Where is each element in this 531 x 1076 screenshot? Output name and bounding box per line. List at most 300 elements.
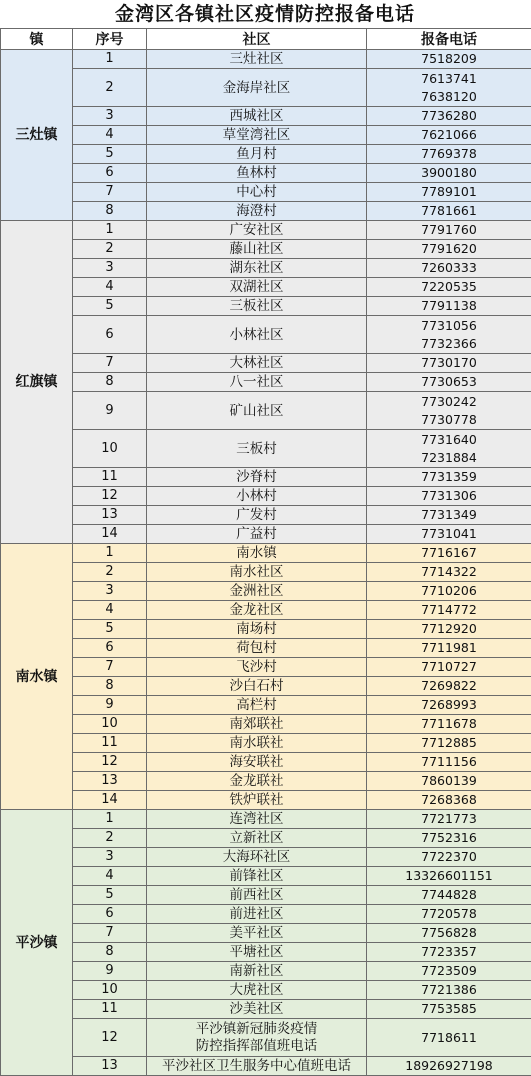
row-number: 8 [73,677,147,696]
row-number: 5 [73,145,147,164]
phone-line: 7730778 [367,411,531,429]
table-row [1,582,531,601]
community-line: 矿山社区 [147,402,366,420]
phone-number [367,544,531,563]
table-row [1,696,531,715]
community-line: 大虎社区 [147,981,366,999]
row-number: 4 [73,278,147,297]
table-row [1,1057,531,1076]
row-number: 2 [73,829,147,848]
phone-number [367,905,531,924]
phone-number [367,126,531,145]
phone-number [367,620,531,639]
community-line: 广发村 [147,506,366,524]
row-number: 7 [73,658,147,677]
phone-number [367,50,531,69]
community-name [147,164,367,183]
phone-number [367,791,531,810]
row-number: 10 [73,981,147,1000]
community-name [147,962,367,981]
table-row [1,981,531,1000]
table-row [1,905,531,924]
community-name [147,753,367,772]
phone-number [367,259,531,278]
phone-line: 7730653 [367,373,531,391]
table-body [1,50,531,1076]
row-number: 12 [73,753,147,772]
community-line: 美平社区 [147,924,366,942]
community-line: 海澄村 [147,202,366,220]
community-line: 平塘社区 [147,943,366,961]
community-line: 广益村 [147,525,366,543]
table-row [1,620,531,639]
table-row [1,829,531,848]
table-row [1,316,531,354]
row-number: 2 [73,69,147,107]
community-name [147,715,367,734]
phone-line: 3900180 [367,164,531,182]
phone-number [367,468,531,487]
community-line: 大海环社区 [147,848,366,866]
header-no: 序号 [73,29,147,50]
table-row [1,126,531,145]
row-number: 3 [73,259,147,278]
row-number: 6 [73,905,147,924]
community-line: 前西社区 [147,886,366,904]
table-row [1,753,531,772]
row-number: 1 [73,221,147,240]
phone-line: 7721773 [367,810,531,828]
row-number: 8 [73,943,147,962]
phone-line: 7791760 [367,221,531,239]
phone-line: 7716167 [367,544,531,562]
table-row [1,278,531,297]
phone-number [367,1000,531,1019]
community-line: 荷包村 [147,639,366,657]
row-number: 8 [73,202,147,221]
phone-line: 7718611 [367,1029,531,1047]
table-row [1,924,531,943]
community-line: 沙美社区 [147,1000,366,1018]
table-row [1,772,531,791]
phone-number [367,221,531,240]
phone-number [367,696,531,715]
table-row [1,183,531,202]
community-line: 防控指挥部值班电话 [147,1038,366,1055]
community-line: 沙脊村 [147,468,366,486]
community-name [147,810,367,829]
community-name [147,297,367,316]
phone-line: 7714322 [367,563,531,581]
phone-line: 7723509 [367,962,531,980]
table-row [1,506,531,525]
table-row [1,810,531,829]
phone-number [367,962,531,981]
community-line: 高栏村 [147,696,366,714]
community-line: 湖东社区 [147,259,366,277]
row-number: 3 [73,582,147,601]
community-name [147,848,367,867]
header-row [1,29,531,50]
community-name [147,601,367,620]
community-name [147,563,367,582]
phone-line: 7860139 [367,772,531,790]
community-name [147,1019,367,1057]
phone-number [367,753,531,772]
table-row [1,1019,531,1057]
phone-number [367,601,531,620]
phone-line: 7736280 [367,107,531,125]
phone-number [367,202,531,221]
phone-number [367,1019,531,1057]
community-line: 飞沙村 [147,658,366,676]
community-line: 三板村 [147,440,366,458]
phone-line: 7638120 [367,88,531,106]
phone-line: 7269822 [367,677,531,695]
phone-line: 7712920 [367,620,531,638]
table-row [1,430,531,468]
community-name [147,430,367,468]
row-number: 3 [73,107,147,126]
row-number: 6 [73,316,147,354]
phone-line: 7711156 [367,753,531,771]
table-row [1,848,531,867]
phone-number [367,829,531,848]
community-name [147,886,367,905]
phone-line: 7756828 [367,924,531,942]
row-number: 7 [73,183,147,202]
phone-line: 7613741 [367,70,531,88]
phone-number [367,297,531,316]
header-phone: 报备电话 [367,29,531,50]
phone-line: 7720578 [367,905,531,923]
community-name [147,506,367,525]
community-name [147,772,367,791]
table-row [1,639,531,658]
table-row [1,791,531,810]
row-number: 10 [73,430,147,468]
row-number: 14 [73,791,147,810]
community-line: 西城社区 [147,107,366,125]
community-name [147,259,367,278]
phone-line: 7730170 [367,354,531,372]
community-line: 小林村 [147,487,366,505]
row-number: 13 [73,772,147,791]
phone-line: 7769378 [367,145,531,163]
community-line: 八一社区 [147,373,366,391]
community-name [147,487,367,506]
community-name [147,126,367,145]
table-row [1,50,531,69]
table-row [1,715,531,734]
community-line: 双湖社区 [147,278,366,296]
phone-line: 7791620 [367,240,531,258]
community-name [147,677,367,696]
table-row [1,943,531,962]
phone-line: 7518209 [367,50,531,68]
phone-line: 7752316 [367,829,531,847]
row-number: 6 [73,639,147,658]
community-line: 南新社区 [147,962,366,980]
table-row [1,867,531,886]
community-line: 三板社区 [147,297,366,315]
community-line: 金龙联社 [147,772,366,790]
row-number: 2 [73,563,147,582]
phone-number [367,145,531,164]
community-name [147,221,367,240]
phone-line: 7714772 [367,601,531,619]
community-line: 鱼林村 [147,164,366,182]
community-line: 前锋社区 [147,867,366,885]
row-number: 10 [73,715,147,734]
phone-number [367,867,531,886]
row-number: 5 [73,886,147,905]
row-number: 12 [73,1019,147,1057]
table-row [1,145,531,164]
phone-number [367,810,531,829]
phone-line: 7730242 [367,393,531,411]
table-row [1,658,531,677]
row-number: 4 [73,126,147,145]
community-name [147,69,367,107]
town-cell: 三灶镇 [1,50,73,221]
table-row [1,107,531,126]
row-number: 12 [73,487,147,506]
table-row [1,1000,531,1019]
row-number: 6 [73,164,147,183]
community-name [147,1057,367,1076]
town-cell: 南水镇 [1,544,73,810]
phone-number [367,430,531,468]
row-number: 11 [73,468,147,487]
phone-line: 7268993 [367,696,531,714]
phone-number [367,392,531,430]
community-name [147,696,367,715]
table-row [1,734,531,753]
community-name [147,943,367,962]
community-line: 南郊联社 [147,715,366,733]
community-line: 海安联社 [147,753,366,771]
community-line: 小林社区 [147,326,366,344]
community-name [147,734,367,753]
phone-number [367,487,531,506]
table-row [1,544,531,563]
row-number: 11 [73,1000,147,1019]
table-row [1,240,531,259]
phone-number [367,943,531,962]
row-number: 1 [73,50,147,69]
community-line: 平沙镇新冠肺炎疫情 [147,1021,366,1038]
phone-number [367,658,531,677]
phone-line: 7753585 [367,1000,531,1018]
phone-line: 7268368 [367,791,531,809]
community-name [147,981,367,1000]
phone-number [367,582,531,601]
community-name [147,582,367,601]
community-line: 藤山社区 [147,240,366,258]
phone-number [367,715,531,734]
community-name [147,392,367,430]
row-number: 5 [73,297,147,316]
table-row [1,69,531,107]
phone-line: 7710727 [367,658,531,676]
phone-line: 7789101 [367,183,531,201]
phone-number [367,506,531,525]
phone-number [367,639,531,658]
phone-number [367,981,531,1000]
phone-line: 18926927198 [367,1057,531,1075]
row-number: 8 [73,373,147,392]
community-name [147,791,367,810]
town-cell: 平沙镇 [1,810,73,1076]
row-number: 4 [73,867,147,886]
community-name [147,525,367,544]
community-line: 立新社区 [147,829,366,847]
row-number: 13 [73,1057,147,1076]
row-number: 1 [73,544,147,563]
phone-number [367,373,531,392]
community-line: 草堂湾社区 [147,126,366,144]
phone-line: 7260333 [367,259,531,277]
community-name [147,829,367,848]
phone-line: 7781661 [367,202,531,220]
phone-line: 7711981 [367,639,531,657]
community-name [147,658,367,677]
community-line: 广安社区 [147,221,366,239]
community-line: 金龙社区 [147,601,366,619]
phone-line: 7220535 [367,278,531,296]
row-number: 13 [73,506,147,525]
phone-number [367,563,531,582]
phone-line: 7731041 [367,525,531,543]
town-cell: 红旗镇 [1,221,73,544]
community-line: 铁炉联社 [147,791,366,809]
community-name [147,867,367,886]
phone-number [367,240,531,259]
community-name [147,50,367,69]
row-number: 9 [73,392,147,430]
table-row [1,677,531,696]
table-row [1,354,531,373]
row-number: 5 [73,620,147,639]
phone-table [0,28,531,1076]
community-line: 三灶社区 [147,50,366,68]
community-line: 连湾社区 [147,810,366,828]
community-name [147,202,367,221]
phone-number [367,354,531,373]
community-name [147,924,367,943]
table-row [1,259,531,278]
community-line: 南水镇 [147,544,366,562]
community-name [147,278,367,297]
phone-number [367,525,531,544]
community-line: 南水社区 [147,563,366,581]
community-name [147,145,367,164]
phone-number [367,848,531,867]
community-name [147,468,367,487]
sheet-title: 金湾区各镇社区疫情防控报备电话 [0,0,530,28]
phone-number [367,316,531,354]
phone-line: 7731359 [367,468,531,486]
community-line: 鱼月村 [147,145,366,163]
phone-number [367,183,531,202]
community-name [147,620,367,639]
phone-line: 7732366 [367,335,531,353]
table-row [1,563,531,582]
row-number: 1 [73,810,147,829]
phone-line: 7731349 [367,506,531,524]
phone-line: 7731056 [367,317,531,335]
phone-line: 7791138 [367,297,531,315]
phone-number [367,734,531,753]
phone-number [367,886,531,905]
phone-number [367,772,531,791]
table-row [1,468,531,487]
row-number: 11 [73,734,147,753]
phone-line: 7712885 [367,734,531,752]
community-name [147,373,367,392]
community-line: 前进社区 [147,905,366,923]
table-row [1,962,531,981]
phone-number [367,164,531,183]
community-line: 平沙社区卫生服务中心值班电话 [147,1057,366,1075]
phone-line: 7621066 [367,126,531,144]
community-line: 中心村 [147,183,366,201]
row-number: 4 [73,601,147,620]
phone-line: 13326601151 [367,867,531,885]
table-row [1,373,531,392]
community-line: 南场村 [147,620,366,638]
phone-line: 7723357 [367,943,531,961]
row-number: 3 [73,848,147,867]
phone-number [367,107,531,126]
table-row [1,487,531,506]
row-number: 7 [73,924,147,943]
phone-number [367,924,531,943]
row-number: 7 [73,354,147,373]
phone-line: 7744828 [367,886,531,904]
phone-line: 7731640 [367,431,531,449]
community-line: 沙白石村 [147,677,366,695]
phone-line: 7710206 [367,582,531,600]
community-name [147,316,367,354]
row-number: 14 [73,525,147,544]
header-community: 社区 [147,29,367,50]
community-name [147,905,367,924]
community-line: 金海岸社区 [147,79,366,97]
phone-number [367,278,531,297]
community-name [147,240,367,259]
phone-line: 7231884 [367,449,531,467]
phone-line: 7722370 [367,848,531,866]
community-name [147,544,367,563]
phone-number [367,677,531,696]
community-line: 大林社区 [147,354,366,372]
community-line: 金洲社区 [147,582,366,600]
community-name [147,354,367,373]
table-row [1,601,531,620]
phone-number [367,69,531,107]
table-row [1,164,531,183]
table-row [1,886,531,905]
table-row [1,202,531,221]
table-row [1,221,531,240]
community-name [147,107,367,126]
row-number: 9 [73,696,147,715]
table-row [1,297,531,316]
phone-line: 7721386 [367,981,531,999]
table-row [1,525,531,544]
